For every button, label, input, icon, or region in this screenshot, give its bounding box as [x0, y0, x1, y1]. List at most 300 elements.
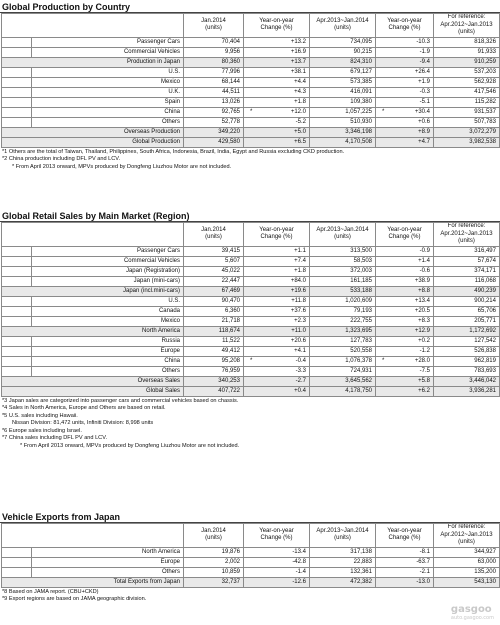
- value-text: +20.6: [290, 337, 306, 344]
- value-text: 349,220: [218, 128, 240, 135]
- indent-cell: [2, 266, 32, 276]
- value-cell: [310, 97, 376, 107]
- value-cell: [244, 47, 310, 57]
- indent-cell: [2, 306, 32, 316]
- row-label: Others: [32, 567, 184, 577]
- value-text: -0.6: [419, 267, 430, 274]
- table-row: [2, 336, 500, 346]
- value-cell: [184, 356, 244, 366]
- value-cell: [244, 266, 310, 276]
- table-row: [2, 67, 500, 77]
- value-text: 1,172,692: [469, 327, 496, 334]
- row-label: Europe: [32, 557, 184, 567]
- value-cell: [376, 316, 434, 326]
- header-blank: [2, 14, 184, 38]
- value-text: -0.4: [295, 357, 306, 364]
- value-cell: [434, 87, 500, 97]
- value-cell: [184, 336, 244, 346]
- indent-cell: [2, 276, 32, 286]
- footnote: *2 China production including DFL PV and LCV.: [2, 156, 121, 162]
- table-row: [2, 77, 500, 87]
- value-cell: [310, 77, 376, 87]
- value-cell: [184, 557, 244, 567]
- table-row: [2, 296, 500, 306]
- value-cell: [434, 67, 500, 77]
- footnote: *8 Based on JAMA report. (CBU+CKD): [2, 588, 99, 595]
- value-text: -9.4: [419, 58, 430, 65]
- value-cell: [310, 57, 376, 67]
- value-text: 1,057,225: [345, 108, 372, 115]
- value-cell: [184, 137, 244, 147]
- indent-cell: [2, 246, 32, 256]
- value-cell: [310, 326, 376, 336]
- value-text: 573,385: [350, 78, 372, 85]
- value-text: 118,674: [218, 327, 240, 334]
- value-text: +1.8: [294, 98, 306, 105]
- value-cell: [310, 366, 376, 376]
- exports-section: [0, 512, 500, 604]
- value-cell: [184, 276, 244, 286]
- value-cell: [434, 306, 500, 316]
- value-text: +6.5: [294, 138, 306, 145]
- footnote: *4 Sales in North America, Europe and Others are based on retail.: [2, 405, 166, 411]
- value-cell: [244, 87, 310, 97]
- row-label: Japan (mini-cars): [32, 276, 184, 286]
- value-text: +19.6: [290, 287, 306, 294]
- indent-cell: [2, 87, 32, 97]
- value-cell: [376, 137, 434, 147]
- value-cell: [434, 326, 500, 336]
- table-row: [2, 137, 500, 147]
- value-cell: [376, 567, 434, 577]
- footnote: *1 Others are the total of Taiwan, Thailand, Philippines, South Africa, Indonesia, Brazil, India, Egypt and Russia excluding CKD production.: [2, 148, 345, 155]
- row-label: Total Exports from Japan: [2, 577, 184, 587]
- exports-title: Vehicle Exports from Japan: [0, 512, 500, 523]
- value-cell: [376, 306, 434, 316]
- production-table: [1, 13, 500, 148]
- value-cell: [310, 386, 376, 396]
- footnote: *3 Japan sales are categorized into passenger cars and commercial vehicles based on chassis.: [2, 397, 239, 404]
- value-text: +0.4: [294, 387, 306, 394]
- value-cell: [376, 256, 434, 266]
- value-text: +13.4: [414, 297, 430, 304]
- footnote: *9 Export regions are based on JAMA geographic division.: [2, 596, 147, 602]
- value-text: 316,497: [474, 247, 496, 254]
- value-text: 724,931: [350, 367, 372, 374]
- value-text: 679,127: [350, 68, 372, 75]
- row-label: Production in Japan: [2, 57, 184, 67]
- value-cell: [244, 577, 310, 587]
- value-cell: [184, 577, 244, 587]
- value-text: +11.8: [291, 297, 306, 304]
- value-cell: [434, 137, 500, 147]
- value-text: -0.9: [419, 247, 430, 254]
- value-cell: [376, 346, 434, 356]
- value-cell: [434, 107, 500, 117]
- column-header: Jan.2014 (units): [184, 524, 244, 548]
- column-header: Year-on-year Change (%): [376, 14, 434, 38]
- value-cell: [434, 276, 500, 286]
- value-cell: [184, 37, 244, 47]
- row-label: Global Production: [2, 137, 184, 147]
- value-text: 429,580: [218, 138, 240, 145]
- value-cell: [244, 137, 310, 147]
- table-row: [2, 547, 500, 557]
- value-cell: [310, 577, 376, 587]
- footnote-star: *: [382, 357, 385, 364]
- value-text: 132,361: [350, 568, 372, 575]
- value-text: 65,706: [477, 307, 496, 314]
- row-label: North America: [2, 326, 184, 336]
- footnote-star: *: [382, 108, 385, 115]
- value-text: -2.7: [295, 377, 306, 384]
- value-cell: [434, 57, 500, 67]
- value-text: 68,144: [221, 78, 240, 85]
- value-cell: [244, 326, 310, 336]
- retail-table: [1, 222, 500, 397]
- value-cell: [310, 47, 376, 57]
- value-cell: [434, 366, 500, 376]
- row-label: Mexico: [32, 77, 184, 87]
- value-text: +1.1: [294, 247, 306, 254]
- table-row: [2, 356, 500, 366]
- watermark-logo: gasgoo auto.gasgoo.com: [450, 604, 494, 621]
- value-text: 95,208: [221, 357, 240, 364]
- indent-cell: [2, 47, 32, 57]
- value-text: 1,323,695: [345, 327, 372, 334]
- value-text: -13.0: [416, 578, 430, 585]
- footnote: * From April 2013 onward, MPVs produced by Dongfeng Liuzhou Motor are not included.: [20, 442, 240, 449]
- value-cell: [244, 67, 310, 77]
- value-text: +7.4: [294, 257, 306, 264]
- table-row: [2, 256, 500, 266]
- value-cell: [244, 296, 310, 306]
- value-cell: [244, 336, 310, 346]
- table-row: [2, 366, 500, 376]
- value-text: 76,959: [221, 367, 240, 374]
- value-text: -1.4: [295, 568, 306, 575]
- indent-cell: [2, 557, 32, 567]
- value-text: 90,215: [353, 48, 372, 55]
- indent-cell: [2, 547, 32, 557]
- value-text: 4,170,508: [345, 138, 372, 145]
- value-cell: [434, 567, 500, 577]
- value-cell: [310, 37, 376, 47]
- column-header: Year-on-year Change (%): [244, 223, 310, 247]
- value-text: -42.8: [292, 558, 306, 565]
- column-header: For reference: Apr.2012~Jan.2013 (units): [434, 524, 500, 548]
- table-row: [2, 87, 500, 97]
- value-cell: [310, 266, 376, 276]
- table-row: [2, 567, 500, 577]
- value-cell: [434, 286, 500, 296]
- value-cell: [434, 127, 500, 137]
- table-row: [2, 386, 500, 396]
- value-cell: [310, 286, 376, 296]
- value-text: -0.3: [419, 88, 430, 95]
- value-text: 6,360: [224, 307, 240, 314]
- value-cell: [244, 567, 310, 577]
- exports-table: [1, 523, 500, 588]
- value-text: 526,838: [474, 347, 496, 354]
- value-cell: [184, 87, 244, 97]
- value-cell: [376, 266, 434, 276]
- value-cell: [244, 256, 310, 266]
- value-cell: [310, 567, 376, 577]
- value-cell: [310, 276, 376, 286]
- indent-cell: [2, 567, 32, 577]
- value-text: -63.7: [416, 558, 430, 565]
- value-text: +84.0: [290, 277, 306, 284]
- value-cell: [244, 97, 310, 107]
- value-cell: [376, 376, 434, 386]
- exports-header-row: [2, 524, 500, 548]
- value-text: 3,446,042: [469, 377, 496, 384]
- value-cell: [184, 246, 244, 256]
- value-text: 537,203: [474, 68, 496, 75]
- value-text: 22,883: [353, 558, 372, 565]
- column-header: Apr.2013~Jan.2014 (units): [310, 524, 376, 548]
- indent-cell: [2, 356, 32, 366]
- value-cell: [376, 326, 434, 336]
- row-label: Europe: [32, 346, 184, 356]
- value-text: 1,076,378: [345, 357, 372, 364]
- value-cell: [244, 557, 310, 567]
- row-label: Commercial Vehicles: [32, 256, 184, 266]
- value-text: +4.1: [294, 347, 306, 354]
- value-text: 313,500: [350, 247, 372, 254]
- value-cell: [310, 346, 376, 356]
- value-text: 127,542: [474, 337, 496, 344]
- value-cell: [244, 37, 310, 47]
- row-label: Japan (Registration): [32, 266, 184, 276]
- table-row: [2, 557, 500, 567]
- value-cell: [434, 117, 500, 127]
- value-cell: [376, 386, 434, 396]
- indent-cell: [2, 67, 32, 77]
- table-row: [2, 266, 500, 276]
- value-cell: [376, 77, 434, 87]
- table-row: [2, 107, 500, 117]
- table-row: [2, 246, 500, 256]
- value-cell: [434, 77, 500, 87]
- value-cell: [376, 37, 434, 47]
- value-text: 127,783: [350, 337, 372, 344]
- table-row: [2, 376, 500, 386]
- value-text: 3,645,562: [345, 377, 372, 384]
- value-cell: [310, 316, 376, 326]
- value-text: 3,982,538: [469, 138, 496, 145]
- indent-cell: [2, 336, 32, 346]
- production-title: Global Production by Country: [0, 2, 500, 13]
- value-cell: [376, 67, 434, 77]
- value-cell: [244, 107, 310, 117]
- value-text: +11.0: [291, 327, 306, 334]
- value-cell: [244, 376, 310, 386]
- value-text: 13,026: [221, 98, 240, 105]
- value-cell: [434, 246, 500, 256]
- value-text: 161,185: [350, 277, 372, 284]
- value-cell: [376, 127, 434, 137]
- value-text: 3,346,198: [345, 128, 372, 135]
- table-row: [2, 97, 500, 107]
- value-text: 135,200: [474, 568, 496, 575]
- value-text: 317,138: [350, 548, 372, 555]
- header-blank: [2, 524, 184, 548]
- value-cell: [184, 547, 244, 557]
- value-cell: [184, 567, 244, 577]
- value-cell: [434, 316, 500, 326]
- value-cell: [184, 316, 244, 326]
- value-cell: [310, 376, 376, 386]
- value-text: 79,193: [353, 307, 372, 314]
- value-cell: [310, 137, 376, 147]
- row-label: Russia: [32, 336, 184, 346]
- value-text: 472,382: [350, 578, 372, 585]
- retail-title: Global Retail Sales by Main Market (Region): [0, 211, 500, 222]
- indent-cell: [2, 77, 32, 87]
- value-cell: [244, 57, 310, 67]
- value-cell: [434, 296, 500, 306]
- value-text: 70,404: [221, 38, 240, 45]
- value-cell: [244, 276, 310, 286]
- indent-cell: [2, 316, 32, 326]
- value-text: 818,326: [474, 38, 496, 45]
- value-cell: [310, 306, 376, 316]
- value-cell: [376, 557, 434, 567]
- retail-section: [0, 211, 500, 450]
- footnote-star: *: [250, 357, 253, 364]
- value-cell: [310, 256, 376, 266]
- value-cell: [244, 286, 310, 296]
- value-text: +20.5: [414, 307, 430, 314]
- row-label: China: [32, 356, 184, 366]
- value-cell: [310, 87, 376, 97]
- value-cell: [310, 296, 376, 306]
- value-text: +8.9: [418, 128, 430, 135]
- value-text: +4.4: [294, 78, 306, 85]
- row-label: Passenger Cars: [32, 246, 184, 256]
- indent-cell: [2, 97, 32, 107]
- row-label: Overseas Sales: [2, 376, 184, 386]
- value-cell: [244, 547, 310, 557]
- column-header: Jan.2014 (units): [184, 14, 244, 38]
- value-text: 205,771: [474, 317, 496, 324]
- value-cell: [244, 386, 310, 396]
- value-cell: [184, 326, 244, 336]
- value-text: 900,214: [474, 297, 496, 304]
- table-row: [2, 306, 500, 316]
- value-text: 962,819: [474, 357, 496, 364]
- value-cell: [376, 246, 434, 256]
- value-text: 92,765: [221, 108, 240, 115]
- column-header: For reference: Apr.2012~Jan.2013 (units): [434, 14, 500, 38]
- value-text: 340,253: [218, 377, 240, 384]
- value-text: 116,068: [474, 277, 496, 284]
- value-text: +1.4: [418, 257, 430, 264]
- value-text: 931,537: [474, 108, 496, 115]
- header-blank: [2, 223, 184, 247]
- value-cell: [184, 97, 244, 107]
- value-cell: [184, 296, 244, 306]
- row-label: China: [32, 107, 184, 117]
- value-cell: [434, 336, 500, 346]
- value-text: 222,755: [350, 317, 372, 324]
- value-cell: [310, 356, 376, 366]
- row-label: Canada: [32, 306, 184, 316]
- value-text: 543,130: [474, 578, 496, 585]
- value-text: -3.3: [295, 367, 306, 374]
- value-cell: [184, 366, 244, 376]
- row-label: U.S.: [32, 67, 184, 77]
- value-text: 824,310: [350, 58, 372, 65]
- value-text: -2.1: [419, 568, 430, 575]
- indent-cell: [2, 107, 32, 117]
- value-cell: [244, 316, 310, 326]
- value-text: -12.6: [292, 578, 306, 585]
- production-section: [0, 2, 500, 171]
- value-cell: [434, 256, 500, 266]
- value-text: 32,737: [221, 578, 240, 585]
- value-text: 11,522: [222, 337, 240, 344]
- value-text: 19,876: [221, 548, 240, 555]
- value-cell: [184, 376, 244, 386]
- value-text: 49,412: [221, 347, 240, 354]
- value-cell: [376, 87, 434, 97]
- table-row: [2, 127, 500, 137]
- value-cell: [434, 386, 500, 396]
- value-cell: [376, 97, 434, 107]
- value-cell: [244, 346, 310, 356]
- value-text: 533,188: [350, 287, 372, 294]
- value-cell: [376, 286, 434, 296]
- column-header: For reference: Apr.2012~Jan.2013 (units): [434, 223, 500, 247]
- value-text: +1.9: [418, 78, 430, 85]
- value-text: 490,239: [474, 287, 496, 294]
- value-cell: [310, 336, 376, 346]
- value-text: 44,511: [222, 88, 240, 95]
- value-cell: [434, 346, 500, 356]
- table-row: [2, 286, 500, 296]
- value-text: 52,778: [221, 118, 240, 125]
- value-cell: [244, 77, 310, 87]
- value-text: +6.2: [418, 387, 430, 394]
- value-text: 417,546: [474, 88, 496, 95]
- value-cell: [184, 286, 244, 296]
- table-row: [2, 117, 500, 127]
- value-text: -8.1: [419, 548, 430, 555]
- value-text: 115,282: [474, 98, 496, 105]
- value-text: 57,674: [477, 257, 496, 264]
- value-text: 80,360: [221, 58, 240, 65]
- value-cell: [184, 77, 244, 87]
- row-label: Spain: [32, 97, 184, 107]
- value-cell: [244, 246, 310, 256]
- value-cell: [184, 386, 244, 396]
- value-cell: [376, 276, 434, 286]
- column-header: Apr.2013~Jan.2014 (units): [310, 223, 376, 247]
- value-cell: [184, 256, 244, 266]
- value-cell: [244, 117, 310, 127]
- value-cell: [184, 57, 244, 67]
- value-text: 67,469: [221, 287, 240, 294]
- value-text: +16.9: [290, 48, 306, 55]
- row-label: Others: [32, 366, 184, 376]
- value-cell: [434, 376, 500, 386]
- indent-cell: [2, 296, 32, 306]
- value-text: +30.4: [414, 108, 430, 115]
- value-text: 109,380: [350, 98, 372, 105]
